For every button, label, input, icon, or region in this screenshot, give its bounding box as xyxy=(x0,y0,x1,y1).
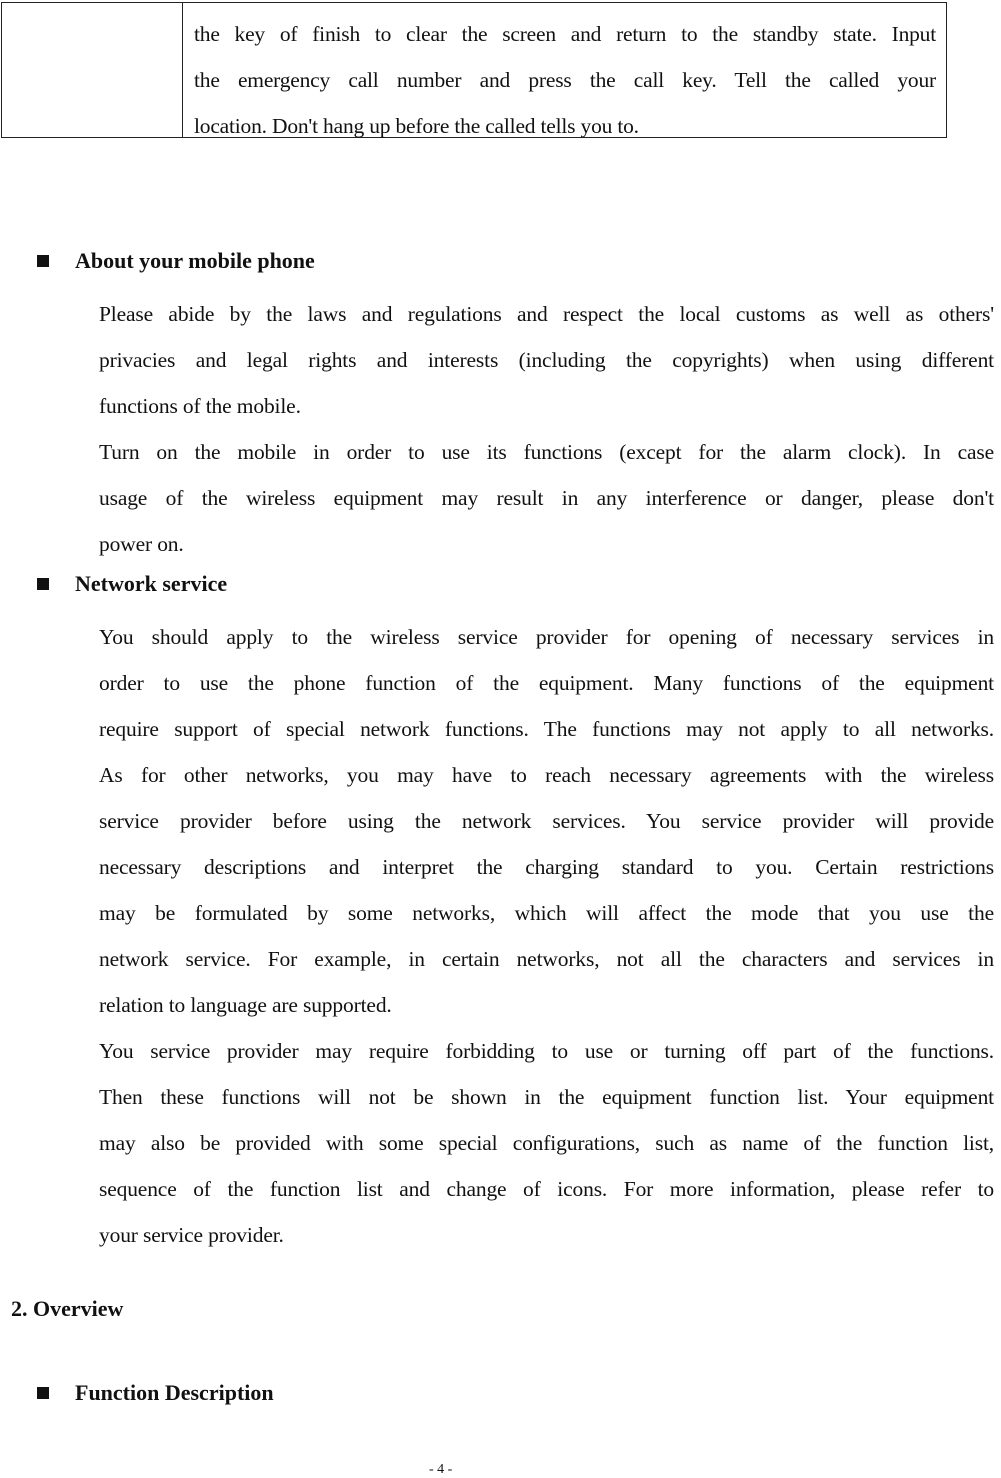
paragraph-line: You should apply to the wireless service provider for opening of necessary services in xyxy=(99,625,994,649)
square-bullet-icon xyxy=(37,255,49,267)
paragraph-line: network service. For example, in certain networks, not all the characters and services in xyxy=(99,947,994,971)
about-heading xyxy=(37,248,315,274)
function-description-heading-text: Function Description xyxy=(75,1380,274,1405)
paragraph-line: order to use the phone function of the equipment. Many functions of the equipment xyxy=(99,671,994,695)
paragraph-line: Turn on the mobile in order to use its functions (except for the alarm clock). In case xyxy=(99,440,994,464)
paragraph-line: privacies and legal rights and interests (including the copyrights) when using different xyxy=(99,348,994,372)
table-line: the key of finish to clear the screen and return to the standby state. Input xyxy=(194,22,936,46)
paragraph-line: your service provider. xyxy=(99,1223,284,1247)
paragraph-line: Please abide by the laws and regulations and respect the local customs as well as others' xyxy=(99,302,994,326)
table-right-cell xyxy=(183,3,946,137)
paragraph-line: service provider before using the network services. You service provider will provide xyxy=(99,809,994,833)
paragraph-line: relation to language are supported. xyxy=(99,993,392,1017)
function-description-heading xyxy=(37,1380,274,1406)
paragraph-line: sequence of the function list and change of icons. For more information, please refer to xyxy=(99,1177,994,1201)
table-line: location. Don't hang up before the called tells you to. xyxy=(194,114,639,138)
paragraph-line: usage of the wireless equipment may result in any interference or danger, please don't xyxy=(99,486,994,510)
paragraph-line: functions of the mobile. xyxy=(99,394,301,418)
paragraph-line: may be formulated by some networks, which will affect the mode that you use the xyxy=(99,901,994,925)
instruction-table xyxy=(1,2,947,138)
table-left-cell xyxy=(2,3,183,137)
paragraph-line: You service provider may require forbidding to use or turning off part of the functions. xyxy=(99,1039,994,1063)
paragraph-line: may also be provided with some special configurations, such as name of the function list, xyxy=(99,1131,994,1155)
paragraph-line: As for other networks, you may have to reach necessary agreements with the wireless xyxy=(99,763,994,787)
paragraph-line: necessary descriptions and interpret the charging standard to you. Certain restrictions xyxy=(99,855,994,879)
paragraph-line: require support of special network functions. The functions may not apply to all networks. xyxy=(99,717,994,741)
paragraph-line: Then these functions will not be shown in the equipment function list. Your equipment xyxy=(99,1085,994,1109)
about-paragraph-2 xyxy=(99,429,994,567)
table-line: the emergency call number and press the call key. Tell the called your xyxy=(194,68,936,92)
page-number: - 4 - xyxy=(429,1462,453,1477)
about-paragraph-1 xyxy=(99,291,994,429)
section-title-overview: 2. Overview xyxy=(11,1296,124,1321)
about-heading-text: About your mobile phone xyxy=(75,248,315,273)
paragraph-line: power on. xyxy=(99,532,184,556)
square-bullet-icon xyxy=(37,578,49,590)
network-heading xyxy=(37,571,227,597)
network-heading-text: Network service xyxy=(75,571,228,596)
square-bullet-icon xyxy=(37,1387,49,1399)
network-paragraph-1 xyxy=(99,614,994,1028)
network-paragraph-2 xyxy=(99,1028,994,1258)
